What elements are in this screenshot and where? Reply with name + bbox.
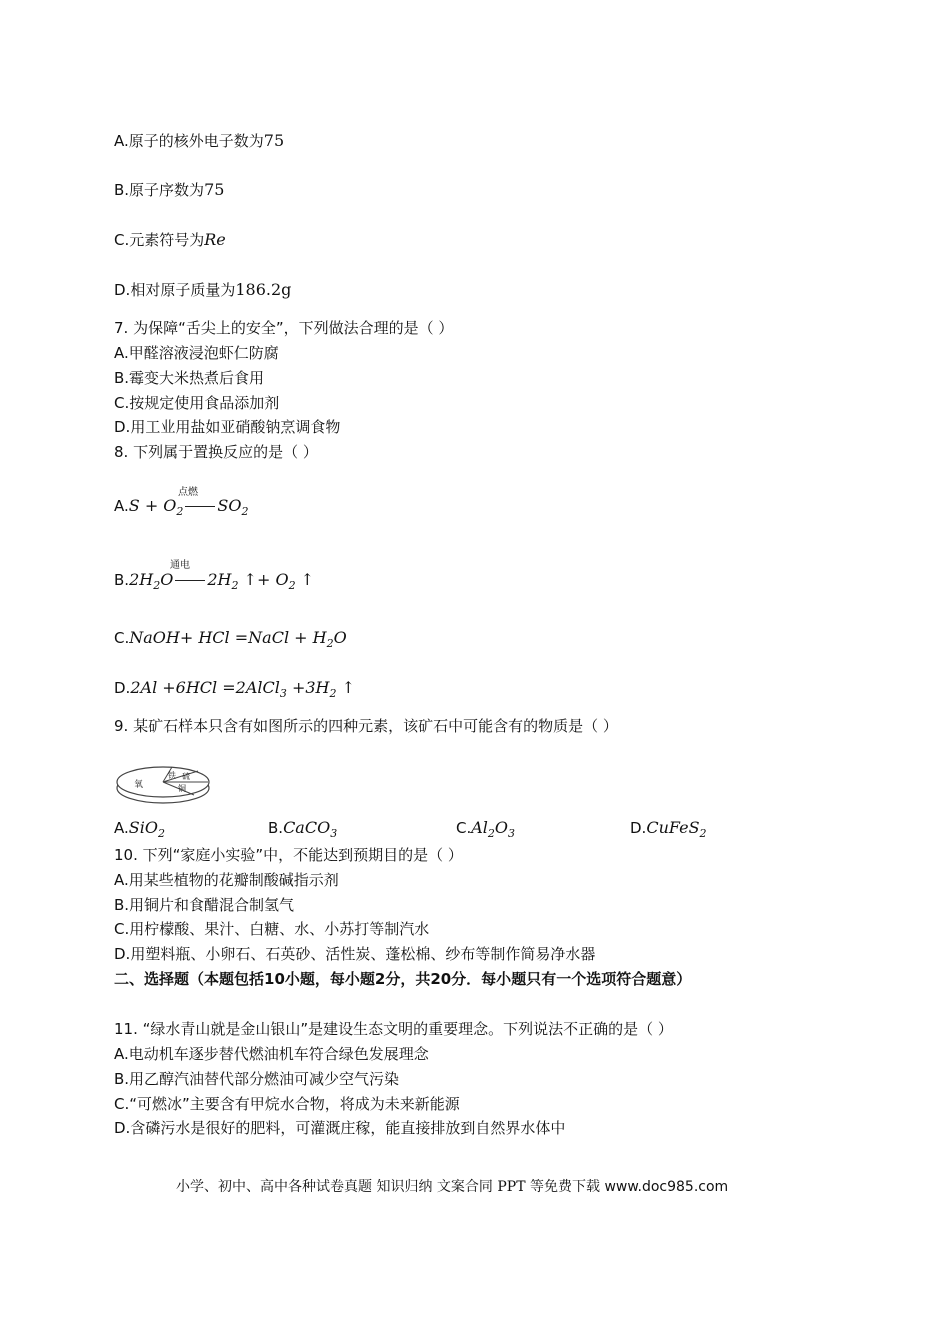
q8-option-d (114, 678, 355, 698)
q7-stem: 7. 为保障“舌尖上的安全”，下列做法合理的是（ ） (114, 319, 454, 337)
q6-option-c-text: C.元素符号为 (114, 231, 205, 249)
q9-option-a-formula: SiO$_2$ (128, 818, 165, 840)
section-2-heading: 二、选择题（本题包括10小题，每小题2分，共20分．每小题只有一个选项符合题意） (114, 970, 692, 988)
page-footer (176, 1176, 728, 1196)
q10-option-d: D.用塑料瓶、小卵石、石英砂、活性炭、蓬松棉、纱布等制作简易净水器 (114, 945, 596, 963)
q9-option-b-label: B. (268, 819, 284, 837)
q9-pie-label-sulfur: 硫 (182, 772, 190, 781)
q10-option-a: A.用某些植物的花瓣制酸碱指示剂 (114, 871, 339, 889)
q7-option-a: A.甲醛溶液浸泡虾仁防腐 (114, 344, 279, 362)
q8-stem: 8. 下列属于置换反应的是（ ） (114, 443, 318, 461)
q9-option-b (268, 818, 338, 840)
q9-option-c-formula: $Al_2O_3$ (471, 818, 516, 840)
q8-option-d-label: D. (114, 679, 131, 697)
q8-option-d-equation: 2Al +6HCl =2AlCl$_3$ $+3H_2$ ↑ (130, 678, 355, 700)
q7-option-c: C.按规定使用食品添加剂 (114, 394, 280, 412)
q6-option-c (114, 230, 226, 250)
q7-option-d: D.用工业用盐如亚硝酸钠烹调食物 (114, 418, 341, 436)
q8-option-b-condition: 通电 (170, 560, 190, 571)
q9-option-d-formula: CuFeS$_2$ (646, 818, 707, 840)
q11-option-c: C.“可燃冰”主要含有甲烷水合物，将成为未来新能源 (114, 1095, 460, 1113)
q8-option-a (114, 496, 249, 516)
q9-option-c-label: C. (456, 819, 472, 837)
q8-option-a-condition: 点燃 (178, 487, 198, 498)
q9-pie-label-iron: 铁 (168, 771, 176, 780)
q10-option-c: C.用柠檬酸、果汁、白糖、水、小苏打等制汽水 (114, 920, 430, 938)
footer-text: 小学、初中、高中各种试卷真题 知识归纳 文案合同 PPT 等免费下载 (176, 1179, 600, 1195)
q6-option-d-text: D.相对原子质量为 (114, 281, 236, 299)
q9-option-d (630, 818, 707, 840)
q6-option-c-value: Re (204, 230, 226, 249)
q9-stem: 9. 某矿石样本只含有如图所示的四种元素，该矿石中可能含有的物质是（ ） (114, 717, 618, 735)
q11-option-b: B.用乙醇汽油替代部分燃油可减少空气污染 (114, 1070, 400, 1088)
q6-option-b (114, 180, 224, 200)
q8-option-c-label: C. (114, 629, 130, 647)
q6-option-b-value: 75 (204, 180, 225, 199)
q9-pie-label-oxygen: 氧 (134, 780, 144, 790)
q8-option-c-equation: NaOH+ HCl =NaCl + $H_2O$ (129, 628, 347, 650)
q9-option-a (114, 818, 165, 840)
q6-option-d-value: 186.2g (235, 280, 292, 299)
q6-option-a-text: A.原子的核外电子数为 (114, 132, 264, 150)
q8-option-b-equation: $2H_2O$ $2H_2$ ↑+ $O_2$ ↑ (129, 570, 315, 592)
q8-option-b (114, 570, 314, 590)
q6-option-d (114, 280, 291, 300)
q8-option-b-label: B. (114, 571, 130, 589)
q6-option-b-text: B.原子序数为 (114, 181, 205, 199)
q10-option-b: B.用铜片和食醋混合制氢气 (114, 896, 295, 914)
q9-option-b-formula: CaCO$_3$ (283, 818, 338, 840)
q8-option-a-label: A. (114, 497, 129, 515)
q9-pie-label-copper: 铜 (178, 784, 186, 793)
q8-option-c (114, 628, 347, 648)
q9-option-a-label: A. (114, 819, 129, 837)
q11-option-d: D.含磷污水是很好的肥料，可灌溉庄稼，能直接排放到自然界水体中 (114, 1119, 566, 1137)
q7-option-b: B.霉变大米热煮后食用 (114, 369, 265, 387)
q8-option-a-equation: $S + O_2$ $SO_2$ (128, 496, 249, 518)
q9-option-d-label: D. (630, 819, 647, 837)
q10-stem: 10. 下列“家庭小实验”中，不能达到预期目的是（ ） (114, 846, 463, 864)
q6-option-a-value: 75 (263, 131, 285, 150)
q9-pie-figure (112, 760, 214, 806)
q9-option-c (456, 818, 516, 840)
q6-option-a (114, 131, 284, 151)
q11-option-a: A.电动机车逐步替代燃油机车符合绿色发展理念 (114, 1045, 429, 1063)
q11-stem: 11. “绿水青山就是金山银山”是建设生态文明的重要理念。下列说法不正确的是（ ） (114, 1020, 673, 1038)
footer-url[interactable]: www.doc985.com (604, 1179, 729, 1195)
